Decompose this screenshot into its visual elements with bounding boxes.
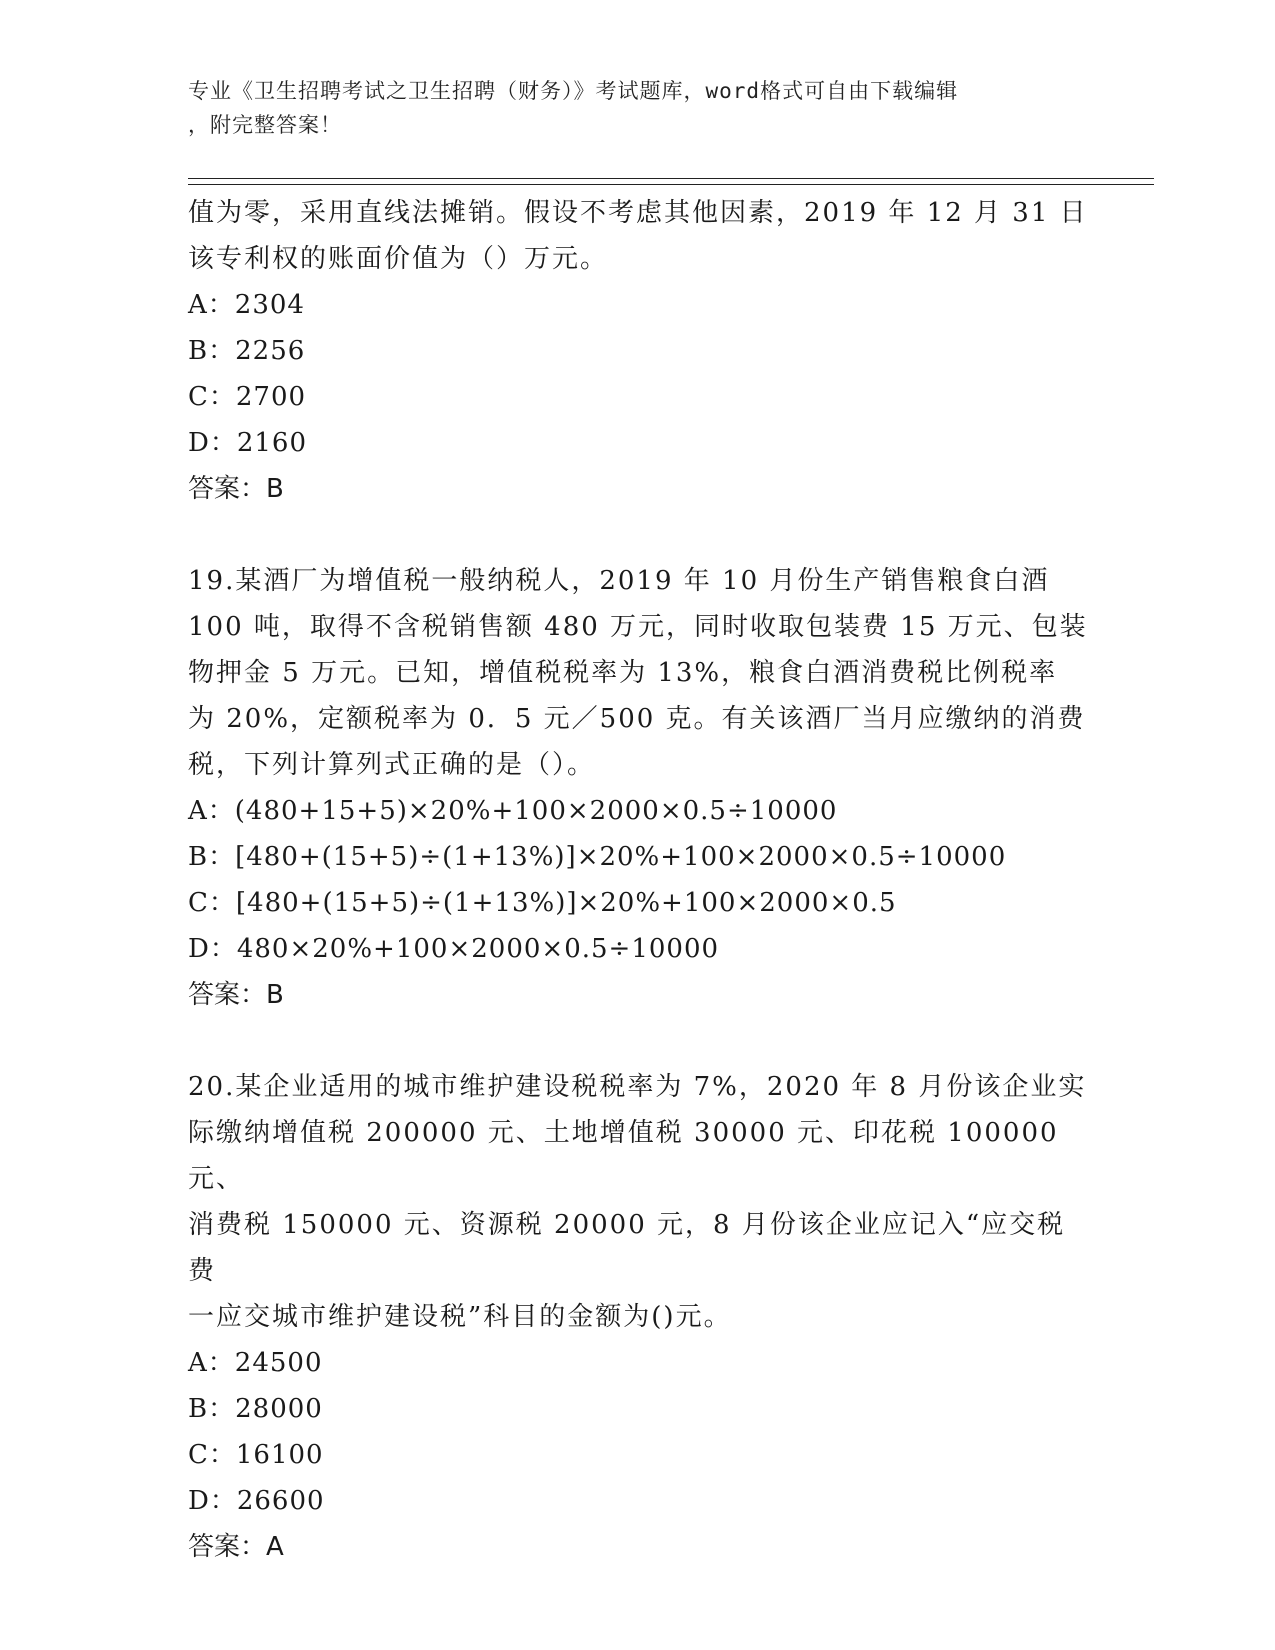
header-divider-bottom <box>188 184 1154 185</box>
header-divider-top <box>188 178 1154 179</box>
answer-label: 答案：B <box>188 980 284 1010</box>
option-d: D：480×20%+100×2000×0.5÷10000 <box>188 934 720 964</box>
option-c: C：16100 <box>188 1440 324 1470</box>
question-text-line: 19.某酒厂为增值税一般纳税人，2019 年 10 月份生产销售粮食白酒 <box>188 566 1050 596</box>
option-b: B：[480+(15+5)÷(1+13%)]×20%+100×2000×0.5÷10000 <box>188 842 1007 872</box>
question-text-line: 100 吨，取得不含税销售额 480 万元，同时收取包装费 15 万元、包装 <box>188 612 1088 642</box>
option-c: C：[480+(15+5)÷(1+13%)]×20%+100×2000×0.5 <box>188 888 897 918</box>
question-text-line: 际缴纳增值税 200000 元、土地增值税 30000 元、印花税 100000 元、 <box>188 1118 1059 1194</box>
option-a: A：(480+15+5)×20%+100×2000×0.5÷10000 <box>188 796 838 826</box>
question-text-line: 值为零，采用直线法摊销。假设不考虑其他因素，2019 年 12 月 31 日 <box>188 198 1088 228</box>
answer-label: 答案：B <box>188 474 284 504</box>
question-text-line: 20.某企业适用的城市维护建设税税率为 7%，2020 年 8 月份该企业实 <box>188 1072 1087 1102</box>
option-c: C：2700 <box>188 382 307 412</box>
question-text-line: 为 20%，定额税率为 0．5 元／500 克。有关该酒厂当月应缴纳的消费 <box>188 704 1086 734</box>
question-text-line: 物押金 5 万元。已知，增值税税率为 13%，粮食白酒消费税比例税率 <box>188 658 1058 688</box>
question-18-continuation <box>188 190 1088 512</box>
option-d: D：2160 <box>188 428 308 458</box>
option-a: A：2304 <box>188 290 305 320</box>
question-text-line: 该专利权的账面价值为（）万元。 <box>188 244 609 274</box>
question-20 <box>188 1064 1088 1570</box>
option-b: B：2256 <box>188 336 306 366</box>
option-d: D：26600 <box>188 1486 325 1516</box>
question-text-line: 消费税 150000 元、资源税 20000 元，8 月份该企业应记入“应交税费 <box>188 1210 1066 1286</box>
document-body <box>188 190 1088 1570</box>
answer-label: 答案：A <box>188 1532 284 1562</box>
question-text-line: 税，下列计算列式正确的是（）。 <box>188 750 596 780</box>
option-b: B：28000 <box>188 1394 323 1424</box>
question-text-line: 一应交城市维护建设税”科目的金额为()元。 <box>188 1302 732 1332</box>
document-header <box>188 74 1068 142</box>
header-line-2: ，附完整答案！ <box>188 113 342 137</box>
option-a: A：24500 <box>188 1348 323 1378</box>
header-line-1: 专业《卫生招聘考试之卫生招聘（财务）》考试题库，word格式可自由下载编辑 <box>188 79 959 103</box>
question-19 <box>188 558 1088 1018</box>
